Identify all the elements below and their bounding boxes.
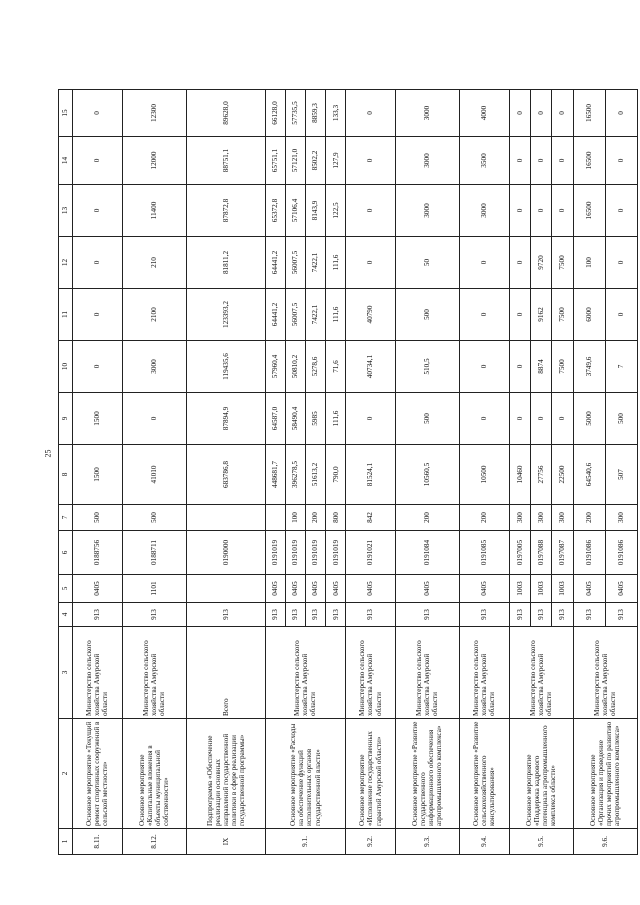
rzpr-code xyxy=(186,575,265,603)
vr-code: 300 xyxy=(509,505,530,531)
executor: Министерство сельского хозяйства Амурской области xyxy=(509,627,573,719)
column-header-4: 4 xyxy=(59,603,73,627)
amount-cell: 11400 xyxy=(122,185,186,237)
amount-cell: 0 xyxy=(346,237,396,289)
amount-cell: 0 xyxy=(122,393,186,445)
measure-name: Основное мероприятие «Текущий ремонт спортивных сооружений в сельской местности» xyxy=(73,719,123,829)
column-header-5: 5 xyxy=(59,575,73,603)
amount-cell: 7500 xyxy=(552,237,573,289)
rzpr-code: 0405 xyxy=(305,575,325,603)
amount-cell: 3000 xyxy=(122,341,186,393)
vr-code: 200 xyxy=(395,505,459,531)
amount-cell: 100 xyxy=(573,237,605,289)
measure-name: Основное мероприятие «Организация и проведение прочих мероприятий по развитию агропромышленного комплекса» xyxy=(573,719,637,829)
amount-cell: 57735,5 xyxy=(285,90,305,137)
csr-code: 0191086 xyxy=(573,531,605,575)
column-header-11: 11 xyxy=(59,289,73,341)
rzpr-code: 0405 xyxy=(265,575,285,603)
rzpr-code: 1003 xyxy=(552,575,573,603)
amount-cell: 10500 xyxy=(459,445,509,505)
amount-cell: 64441,2 xyxy=(265,237,285,289)
table-row xyxy=(73,90,123,855)
row-number: 9.2. xyxy=(346,829,396,855)
amount-cell: 0 xyxy=(552,185,573,237)
amount-cell: 0 xyxy=(346,185,396,237)
amount-cell: 7422,1 xyxy=(305,237,325,289)
amount-cell: 0 xyxy=(346,90,396,137)
amount-cell: 65751,1 xyxy=(265,137,285,185)
vr-code xyxy=(265,505,285,531)
amount-cell: 8874 xyxy=(530,341,551,393)
amount-cell: 10560,5 xyxy=(395,445,459,505)
amount-cell: 0 xyxy=(605,289,637,341)
amount-cell: 0 xyxy=(459,393,509,445)
amount-cell: 0 xyxy=(552,137,573,185)
vr-code: 300 xyxy=(552,505,573,531)
amount-cell: 12300 xyxy=(122,90,186,137)
table-row xyxy=(459,90,509,855)
amount-cell: 71,6 xyxy=(326,341,346,393)
row-number: 9.3. xyxy=(395,829,459,855)
vr-code: 200 xyxy=(573,505,605,531)
rzpr-code: 0405 xyxy=(346,575,396,603)
column-header-15: 15 xyxy=(59,90,73,137)
amount-cell: 0 xyxy=(459,289,509,341)
amount-cell: 1500 xyxy=(73,393,123,445)
grbs-code: 913 xyxy=(530,603,551,627)
measure-name: Основное мероприятие «Капитальные вложения в объекты муниципальной собственности» xyxy=(122,719,186,829)
row-number: 8.12. xyxy=(122,829,186,855)
amount-cell: 10460 xyxy=(509,445,530,505)
amount-cell: 507 xyxy=(605,445,637,505)
table-row xyxy=(346,90,396,855)
amount-cell: 87894,9 xyxy=(186,393,265,445)
column-header-7: 7 xyxy=(59,505,73,531)
amount-cell: 3000 xyxy=(395,185,459,237)
amount-cell: 0 xyxy=(530,185,551,237)
amount-cell: 58490,4 xyxy=(285,393,305,445)
amount-cell: 448681,7 xyxy=(265,445,285,505)
amount-cell: 22500 xyxy=(552,445,573,505)
amount-cell: 127,9 xyxy=(326,137,346,185)
measure-name: Основное мероприятие «Расходы на обеспечение функций исполнительных органов государственной власти» xyxy=(265,719,346,829)
table-row xyxy=(265,90,285,855)
column-header-2: 2 xyxy=(59,719,73,829)
amount-cell: 65372,8 xyxy=(265,185,285,237)
amount-cell: 0 xyxy=(73,185,123,237)
amount-cell: 0 xyxy=(346,393,396,445)
amount-cell: 81524,1 xyxy=(346,445,396,505)
vr-code: 300 xyxy=(530,505,551,531)
table-row xyxy=(395,90,459,855)
amount-cell: 7500 xyxy=(552,289,573,341)
rzpr-code: 0405 xyxy=(326,575,346,603)
amount-cell: 5000 xyxy=(573,393,605,445)
executor: Министерство сельского хозяйства Амурской области xyxy=(395,627,459,719)
vr-code: 100 xyxy=(285,505,305,531)
amount-cell: 0 xyxy=(73,289,123,341)
amount-cell: 40734,1 xyxy=(346,341,396,393)
executor: Министерство сельского хозяйства Амурской области xyxy=(73,627,123,719)
csr-code: 0191085 xyxy=(459,531,509,575)
amount-cell: 66128,0 xyxy=(265,90,285,137)
table-row xyxy=(122,90,186,855)
grbs-code: 913 xyxy=(395,603,459,627)
amount-cell: 3000 xyxy=(395,90,459,137)
amount-cell: 0 xyxy=(530,137,551,185)
amount-cell: 0 xyxy=(509,289,530,341)
rzpr-code: 0405 xyxy=(73,575,123,603)
amount-cell: 500 xyxy=(395,393,459,445)
grbs-code: 913 xyxy=(186,603,265,627)
amount-cell: 790,0 xyxy=(326,445,346,505)
grbs-code: 913 xyxy=(265,603,285,627)
amount-cell: 16500 xyxy=(573,185,605,237)
amount-cell: 64441,2 xyxy=(265,289,285,341)
executor: Министерство сельского хозяйства Амурской области xyxy=(265,627,346,719)
amount-cell: 0 xyxy=(459,341,509,393)
amount-cell: 40790 xyxy=(346,289,396,341)
csr-code: 0191019 xyxy=(265,531,285,575)
csr-code: 0197087 xyxy=(552,531,573,575)
amount-cell: 0 xyxy=(73,90,123,137)
grbs-code: 913 xyxy=(573,603,605,627)
amount-cell: 64540,6 xyxy=(573,445,605,505)
amount-cell: 81811,2 xyxy=(186,237,265,289)
column-header-6: 6 xyxy=(59,531,73,575)
amount-cell: 57106,4 xyxy=(285,185,305,237)
row-number: 8.11. xyxy=(73,829,123,855)
amount-cell: 50 xyxy=(395,237,459,289)
csr-code: 0191019 xyxy=(285,531,305,575)
amount-cell: 0 xyxy=(605,90,637,137)
amount-cell: 510,5 xyxy=(395,341,459,393)
amount-cell: 0 xyxy=(509,393,530,445)
amount-cell: 56007,5 xyxy=(285,237,305,289)
grbs-code: 913 xyxy=(459,603,509,627)
amount-cell: 9720 xyxy=(530,237,551,289)
amount-cell: 0 xyxy=(73,237,123,289)
amount-cell: 3000 xyxy=(395,137,459,185)
executor: Министерство сельского хозяйства Амурской области xyxy=(122,627,186,719)
vr-code: 200 xyxy=(305,505,325,531)
table-row xyxy=(186,90,265,855)
vr-code: 200 xyxy=(459,505,509,531)
executor: Всего xyxy=(186,627,265,719)
rzpr-code: 1101 xyxy=(122,575,186,603)
amount-cell: 8143,9 xyxy=(305,185,325,237)
grbs-code: 913 xyxy=(305,603,325,627)
row-number: 9.1. xyxy=(265,829,346,855)
amount-cell: 8502,2 xyxy=(305,137,325,185)
amount-cell: 500 xyxy=(605,393,637,445)
amount-cell: 87872,8 xyxy=(186,185,265,237)
measure-name: Основное мероприятие «Поддержка кадрового потенциала агропромышленного комплекса области» xyxy=(509,719,573,829)
amount-cell: 57960,4 xyxy=(265,341,285,393)
amount-cell: 123393,2 xyxy=(186,289,265,341)
amount-cell: 9162 xyxy=(530,289,551,341)
csr-code: 0191019 xyxy=(326,531,346,575)
csr-code: 0188711 xyxy=(122,531,186,575)
rzpr-code: 0405 xyxy=(285,575,305,603)
vr-code: 300 xyxy=(605,505,637,531)
amount-cell: 500 xyxy=(395,289,459,341)
rzpr-code: 0405 xyxy=(605,575,637,603)
csr-code: 0191086 xyxy=(605,531,637,575)
amount-cell: 0 xyxy=(530,90,551,137)
csr-code: 0188756 xyxy=(73,531,123,575)
amount-cell: 396278,5 xyxy=(285,445,305,505)
row-number: 9.4. xyxy=(459,829,509,855)
amount-cell: 57121,0 xyxy=(285,137,305,185)
amount-cell: 0 xyxy=(605,137,637,185)
amount-cell: 210 xyxy=(122,237,186,289)
amount-cell: 1500 xyxy=(73,445,123,505)
amount-cell: 0 xyxy=(509,90,530,137)
amount-cell: 7422,1 xyxy=(305,289,325,341)
header-row xyxy=(59,90,73,855)
page-number: 25 xyxy=(43,449,53,458)
column-header-10: 10 xyxy=(59,341,73,393)
grbs-code: 913 xyxy=(605,603,637,627)
amount-cell: 133,3 xyxy=(326,90,346,137)
amount-cell: 3749,6 xyxy=(573,341,605,393)
amount-cell: 111,6 xyxy=(326,289,346,341)
amount-cell: 0 xyxy=(509,237,530,289)
amount-cell: 0 xyxy=(605,237,637,289)
amount-cell: 7 xyxy=(605,341,637,393)
measure-name: Подпрограмма «Обеспечение реализации основных направлений государственной политики в сфере реализации государственной программы» xyxy=(186,719,265,829)
amount-cell: 3000 xyxy=(459,185,509,237)
amount-cell: 0 xyxy=(605,185,637,237)
amount-cell: 27756 xyxy=(530,445,551,505)
table-row xyxy=(509,90,530,855)
grbs-code: 913 xyxy=(509,603,530,627)
column-header-12: 12 xyxy=(59,237,73,289)
vr-code: 500 xyxy=(122,505,186,531)
rzpr-code: 1003 xyxy=(509,575,530,603)
amount-cell: 0 xyxy=(73,341,123,393)
csr-code: 0191084 xyxy=(395,531,459,575)
vr-code: 800 xyxy=(326,505,346,531)
amount-cell: 89628,0 xyxy=(186,90,265,137)
amount-cell: 0 xyxy=(552,90,573,137)
rzpr-code: 0405 xyxy=(395,575,459,603)
amount-cell: 50810,2 xyxy=(285,341,305,393)
measure-name: Основное мероприятие «Развитие государственного информационного обеспечения агропромышленного комплекса» xyxy=(395,719,459,829)
column-header-8: 8 xyxy=(59,445,73,505)
executor: Министерство сельского хозяйства Амурской области xyxy=(346,627,396,719)
amount-cell: 683786,8 xyxy=(186,445,265,505)
amount-cell: 51613,2 xyxy=(305,445,325,505)
vr-code: 500 xyxy=(73,505,123,531)
amount-cell: 119435,6 xyxy=(186,341,265,393)
executor: Министерство сельского хозяйства Амурской области xyxy=(573,627,637,719)
grbs-code: 913 xyxy=(285,603,305,627)
amount-cell: 0 xyxy=(459,237,509,289)
amount-cell: 122,5 xyxy=(326,185,346,237)
amount-cell: 0 xyxy=(509,341,530,393)
amount-cell: 88751,1 xyxy=(186,137,265,185)
table-body xyxy=(73,90,638,855)
grbs-code: 913 xyxy=(73,603,123,627)
amount-cell: 0 xyxy=(509,137,530,185)
row-number: IX xyxy=(186,829,265,855)
grbs-code: 913 xyxy=(552,603,573,627)
vr-code: 842 xyxy=(346,505,396,531)
amount-cell: 111,6 xyxy=(326,237,346,289)
rzpr-code: 1003 xyxy=(530,575,551,603)
row-number: 9.5. xyxy=(509,829,573,855)
amount-cell: 5985 xyxy=(305,393,325,445)
column-header-14: 14 xyxy=(59,137,73,185)
amount-cell: 41010 xyxy=(122,445,186,505)
csr-code: 0197005 xyxy=(509,531,530,575)
grbs-code: 913 xyxy=(346,603,396,627)
rzpr-code: 0405 xyxy=(573,575,605,603)
amount-cell: 7500 xyxy=(552,341,573,393)
column-header-1: 1 xyxy=(59,829,73,855)
csr-code: 0191019 xyxy=(305,531,325,575)
executor: Министерство сельского хозяйства Амурской области xyxy=(459,627,509,719)
vr-code xyxy=(186,505,265,531)
amount-cell: 0 xyxy=(346,137,396,185)
csr-code: 0197088 xyxy=(530,531,551,575)
amount-cell: 3500 xyxy=(459,137,509,185)
amount-cell: 111,6 xyxy=(326,393,346,445)
amount-cell: 56007,5 xyxy=(285,289,305,341)
amount-cell: 16500 xyxy=(573,137,605,185)
amount-cell: 0 xyxy=(552,393,573,445)
budget-table xyxy=(58,89,638,855)
table-row xyxy=(573,90,605,855)
amount-cell: 0 xyxy=(73,137,123,185)
amount-cell: 6000 xyxy=(573,289,605,341)
rzpr-code: 0405 xyxy=(459,575,509,603)
grbs-code: 913 xyxy=(326,603,346,627)
measure-name: Основное мероприятие «Развитие сельскохозяйственного консультирования» xyxy=(459,719,509,829)
csr-code: 0190000 xyxy=(186,531,265,575)
amount-cell: 4000 xyxy=(459,90,509,137)
amount-cell: 0 xyxy=(509,185,530,237)
amount-cell: 2100 xyxy=(122,289,186,341)
amount-cell: 64587,0 xyxy=(265,393,285,445)
measure-name: Основное мероприятие «Исполнение государственных гарантий Амурской области» xyxy=(346,719,396,829)
amount-cell: 12000 xyxy=(122,137,186,185)
column-header-13: 13 xyxy=(59,185,73,237)
amount-cell: 5278,6 xyxy=(305,341,325,393)
row-number: 9.6. xyxy=(573,829,637,855)
amount-cell: 16500 xyxy=(573,90,605,137)
grbs-code: 913 xyxy=(122,603,186,627)
amount-cell: 8859,3 xyxy=(305,90,325,137)
rotated-table-container xyxy=(58,90,638,855)
column-header-9: 9 xyxy=(59,393,73,445)
csr-code: 0191021 xyxy=(346,531,396,575)
column-header-3: 3 xyxy=(59,627,73,719)
amount-cell: 0 xyxy=(530,393,551,445)
